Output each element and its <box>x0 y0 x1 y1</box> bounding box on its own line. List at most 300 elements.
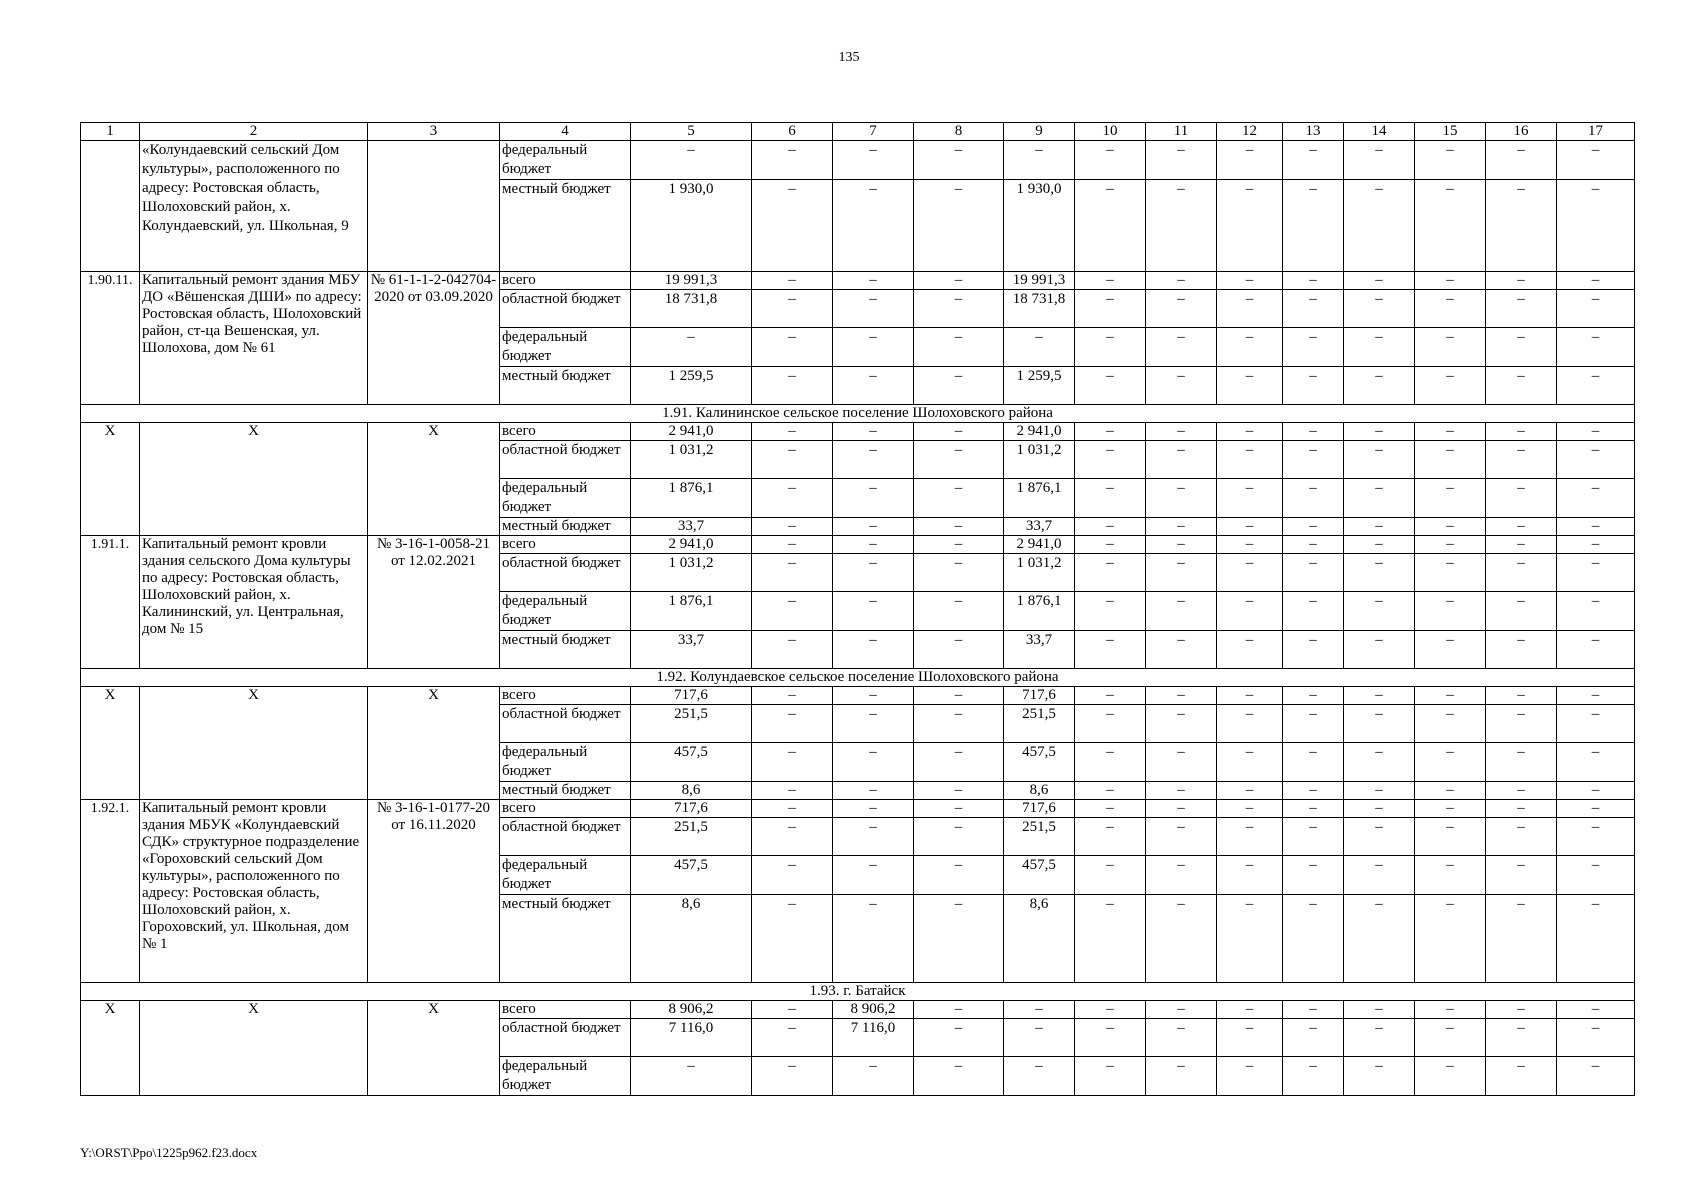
value-cell: – <box>1486 367 1557 405</box>
value-cell: 8 906,2 <box>631 1001 752 1019</box>
value-cell: – <box>752 328 833 367</box>
object-name-cell: Капитальный ремонт кровли здания МБУК «Колундаевский СДК» структурное подразделение «Гороховский сельский Дом культуры», расположенного по адресу: Ростовская область, Шолоховский район, х. Гороховский, ул. Школьная, дом № 1 <box>140 800 368 983</box>
funding-source-cell: местный бюджет <box>500 518 631 536</box>
value-cell: – <box>833 818 914 856</box>
value-cell: – <box>752 518 833 536</box>
value-cell: – <box>1217 290 1283 328</box>
value-cell: – <box>1486 1019 1557 1057</box>
value-cell: 717,6 <box>1004 687 1075 705</box>
value-cell: 18 731,8 <box>631 290 752 328</box>
value-cell: – <box>1146 180 1217 272</box>
value-cell: 1 876,1 <box>1004 592 1075 631</box>
value-cell: – <box>833 782 914 800</box>
value-cell: – <box>1486 141 1557 180</box>
funding-source-cell: федеральный бюджет <box>500 856 631 895</box>
section-row <box>81 983 1635 1001</box>
value-cell: – <box>1283 536 1344 554</box>
value-cell: 251,5 <box>631 818 752 856</box>
value-cell: 8 906,2 <box>833 1001 914 1019</box>
value-cell: 1 031,2 <box>631 441 752 479</box>
funding-source-cell: всего <box>500 423 631 441</box>
value-cell: – <box>1217 631 1283 669</box>
value-cell: – <box>1146 423 1217 441</box>
value-cell: – <box>1217 518 1283 536</box>
value-cell: – <box>631 1057 752 1096</box>
value-cell: – <box>1557 800 1635 818</box>
value-cell: – <box>1283 800 1344 818</box>
value-cell: – <box>1075 141 1146 180</box>
value-cell: – <box>1146 479 1217 518</box>
value-cell: – <box>1415 705 1486 743</box>
value-cell: – <box>1486 743 1557 782</box>
value-cell: – <box>1486 800 1557 818</box>
value-cell: – <box>1344 1019 1415 1057</box>
value-cell: – <box>1146 592 1217 631</box>
value-cell: – <box>1557 592 1635 631</box>
col-header: 12 <box>1217 123 1283 141</box>
value-cell: – <box>914 1019 1004 1057</box>
value-cell: 251,5 <box>631 705 752 743</box>
col-header: 16 <box>1486 123 1557 141</box>
value-cell: – <box>1415 631 1486 669</box>
value-cell: – <box>1415 441 1486 479</box>
value-cell: – <box>1557 705 1635 743</box>
value-cell: – <box>1344 895 1415 983</box>
value-cell: – <box>1557 272 1635 290</box>
value-cell: – <box>1557 180 1635 272</box>
value-cell: – <box>1415 856 1486 895</box>
value-cell: – <box>1283 328 1344 367</box>
funding-source-cell: местный бюджет <box>500 895 631 983</box>
value-cell: – <box>1146 705 1217 743</box>
value-cell: – <box>1486 631 1557 669</box>
value-cell: – <box>1344 441 1415 479</box>
value-cell: – <box>1486 1057 1557 1096</box>
value-cell: – <box>1217 743 1283 782</box>
funding-source-cell: местный бюджет <box>500 782 631 800</box>
value-cell: – <box>1557 367 1635 405</box>
value-cell: – <box>1146 687 1217 705</box>
value-cell: – <box>1415 367 1486 405</box>
value-cell: – <box>1415 180 1486 272</box>
value-cell: – <box>1075 631 1146 669</box>
col-header: 15 <box>1415 123 1486 141</box>
col-header: 2 <box>140 123 368 141</box>
x-mark-cell: X <box>81 423 140 536</box>
value-cell: – <box>1283 1057 1344 1096</box>
value-cell: – <box>914 856 1004 895</box>
value-cell: – <box>752 800 833 818</box>
value-cell: – <box>1344 479 1415 518</box>
value-cell: – <box>1344 518 1415 536</box>
value-cell: – <box>1344 592 1415 631</box>
object-name-cell: Капитальный ремонт здания МБУ ДО «Вёшенская ДШИ» по адресу: Ростовская область, Шолоховский район, ст-ца Вешенская, ул. Шолохова, дом № 61 <box>140 272 368 405</box>
value-cell: – <box>1217 1019 1283 1057</box>
col-header: 13 <box>1283 123 1344 141</box>
value-cell: – <box>752 782 833 800</box>
financing-table <box>80 122 1635 1096</box>
col-header: 10 <box>1075 123 1146 141</box>
value-cell: – <box>1415 141 1486 180</box>
value-cell: – <box>1415 818 1486 856</box>
value-cell: – <box>1146 441 1217 479</box>
value-cell: – <box>1146 800 1217 818</box>
table-row <box>81 423 1635 441</box>
value-cell: 1 876,1 <box>1004 479 1075 518</box>
value-cell: 33,7 <box>1004 518 1075 536</box>
value-cell: – <box>1486 705 1557 743</box>
value-cell: – <box>1217 328 1283 367</box>
value-cell: – <box>1344 631 1415 669</box>
value-cell: 1 031,2 <box>631 554 752 592</box>
value-cell: – <box>1415 479 1486 518</box>
item-code-cell <box>81 141 140 272</box>
value-cell: – <box>1344 1057 1415 1096</box>
col-header: 5 <box>631 123 752 141</box>
value-cell: – <box>1146 631 1217 669</box>
value-cell: – <box>752 141 833 180</box>
value-cell: – <box>1486 856 1557 895</box>
value-cell: – <box>1415 272 1486 290</box>
item-code-cell: 1.91.1. <box>81 536 140 669</box>
value-cell: – <box>1217 180 1283 272</box>
table-row <box>81 800 1635 818</box>
value-cell: – <box>1557 1019 1635 1057</box>
value-cell: – <box>833 554 914 592</box>
value-cell: – <box>1146 290 1217 328</box>
value-cell: 1 031,2 <box>1004 554 1075 592</box>
value-cell: – <box>833 328 914 367</box>
value-cell: – <box>1075 290 1146 328</box>
value-cell: – <box>1146 536 1217 554</box>
value-cell: – <box>1486 895 1557 983</box>
document-cell: № 3-16-1-0177-20 от 16.11.2020 <box>368 800 500 983</box>
value-cell: – <box>914 554 1004 592</box>
value-cell: – <box>914 687 1004 705</box>
object-name-cell: «Колундаевский сельский Дом культуры», расположенного по адресу: Ростовская область, Шолоховский район, х. Колундаевский, ул. Школьная, 9 <box>140 141 368 272</box>
value-cell: – <box>1146 1019 1217 1057</box>
value-cell: – <box>1486 536 1557 554</box>
value-cell: – <box>1415 290 1486 328</box>
value-cell: – <box>1557 1001 1635 1019</box>
value-cell: – <box>752 441 833 479</box>
section-row <box>81 405 1635 423</box>
value-cell: – <box>1075 536 1146 554</box>
value-cell: – <box>1004 328 1075 367</box>
value-cell: – <box>1557 631 1635 669</box>
x-mark-cell: X <box>140 423 368 536</box>
value-cell: – <box>1146 1001 1217 1019</box>
value-cell: – <box>1217 592 1283 631</box>
value-cell: – <box>752 554 833 592</box>
value-cell: – <box>1146 141 1217 180</box>
value-cell: – <box>833 856 914 895</box>
col-header: 6 <box>752 123 833 141</box>
value-cell: – <box>914 290 1004 328</box>
value-cell: 1 876,1 <box>631 479 752 518</box>
value-cell: – <box>1075 705 1146 743</box>
value-cell: – <box>1557 818 1635 856</box>
value-cell: – <box>1283 180 1344 272</box>
value-cell: – <box>1344 856 1415 895</box>
value-cell: – <box>914 479 1004 518</box>
value-cell: – <box>1004 141 1075 180</box>
value-cell: – <box>1217 1001 1283 1019</box>
value-cell: – <box>914 631 1004 669</box>
col-header: 7 <box>833 123 914 141</box>
funding-source-cell: местный бюджет <box>500 631 631 669</box>
value-cell: – <box>1344 818 1415 856</box>
value-cell: – <box>1217 856 1283 895</box>
value-cell: – <box>1283 272 1344 290</box>
col-header: 17 <box>1557 123 1635 141</box>
col-header: 11 <box>1146 123 1217 141</box>
col-header: 4 <box>500 123 631 141</box>
value-cell: – <box>833 631 914 669</box>
value-cell: 457,5 <box>1004 856 1075 895</box>
value-cell: – <box>1146 895 1217 983</box>
value-cell: – <box>914 423 1004 441</box>
section-title: 1.91. Калининское сельское поселение Шолоховского района <box>81 405 1635 423</box>
value-cell: – <box>1344 423 1415 441</box>
value-cell: – <box>1075 687 1146 705</box>
value-cell: – <box>833 1057 914 1096</box>
value-cell: – <box>1283 479 1344 518</box>
value-cell: – <box>833 895 914 983</box>
value-cell: – <box>1486 423 1557 441</box>
value-cell: – <box>752 180 833 272</box>
value-cell: – <box>1217 554 1283 592</box>
value-cell: – <box>1004 1057 1075 1096</box>
value-cell: – <box>914 1057 1004 1096</box>
value-cell: – <box>1344 272 1415 290</box>
value-cell: – <box>1557 479 1635 518</box>
table-row <box>81 141 1635 180</box>
value-cell: 7 116,0 <box>833 1019 914 1057</box>
value-cell: – <box>1075 479 1146 518</box>
x-mark-cell: X <box>81 1001 140 1096</box>
value-cell: – <box>752 290 833 328</box>
value-cell: – <box>1557 423 1635 441</box>
value-cell: – <box>1146 272 1217 290</box>
value-cell: 717,6 <box>631 800 752 818</box>
value-cell: – <box>1075 328 1146 367</box>
value-cell: – <box>752 895 833 983</box>
value-cell: – <box>1075 1001 1146 1019</box>
value-cell: – <box>914 328 1004 367</box>
section-title: 1.93. г. Батайск <box>81 983 1635 1001</box>
value-cell: – <box>1415 895 1486 983</box>
item-code-cell: 1.90.11. <box>81 272 140 405</box>
value-cell: 33,7 <box>631 631 752 669</box>
value-cell: – <box>1283 592 1344 631</box>
funding-source-cell: федеральный бюджет <box>500 328 631 367</box>
value-cell: – <box>752 367 833 405</box>
value-cell: – <box>1075 441 1146 479</box>
value-cell: – <box>1557 856 1635 895</box>
funding-source-cell: федеральный бюджет <box>500 743 631 782</box>
value-cell: – <box>752 592 833 631</box>
header-row <box>81 123 1635 141</box>
value-cell: – <box>914 536 1004 554</box>
value-cell: – <box>1557 554 1635 592</box>
value-cell: 8,6 <box>1004 782 1075 800</box>
value-cell: – <box>1283 554 1344 592</box>
value-cell: – <box>1075 800 1146 818</box>
value-cell: – <box>1486 328 1557 367</box>
funding-source-cell: областной бюджет <box>500 1019 631 1057</box>
x-mark-cell: X <box>368 1001 500 1096</box>
value-cell: 2 941,0 <box>631 423 752 441</box>
value-cell: – <box>833 536 914 554</box>
item-code-cell: 1.92.1. <box>81 800 140 983</box>
value-cell: – <box>1344 536 1415 554</box>
funding-source-cell: местный бюджет <box>500 180 631 272</box>
value-cell: – <box>1283 290 1344 328</box>
value-cell: – <box>1415 1001 1486 1019</box>
value-cell: – <box>1004 1001 1075 1019</box>
value-cell: – <box>1283 518 1344 536</box>
funding-source-cell: федеральный бюджет <box>500 479 631 518</box>
value-cell: – <box>1557 441 1635 479</box>
value-cell: – <box>833 180 914 272</box>
value-cell: – <box>1075 180 1146 272</box>
value-cell: – <box>1557 895 1635 983</box>
value-cell: – <box>1075 895 1146 983</box>
value-cell: – <box>752 536 833 554</box>
value-cell: – <box>1344 367 1415 405</box>
value-cell: 8,6 <box>1004 895 1075 983</box>
value-cell: 2 941,0 <box>1004 423 1075 441</box>
value-cell: – <box>1283 1001 1344 1019</box>
value-cell: 717,6 <box>631 687 752 705</box>
value-cell: – <box>1344 1001 1415 1019</box>
value-cell: – <box>1415 536 1486 554</box>
value-cell: – <box>1146 818 1217 856</box>
value-cell: – <box>1217 800 1283 818</box>
value-cell: 1 031,2 <box>1004 441 1075 479</box>
value-cell: – <box>914 518 1004 536</box>
value-cell: 19 991,3 <box>1004 272 1075 290</box>
col-header: 8 <box>914 123 1004 141</box>
value-cell: – <box>752 687 833 705</box>
document-cell <box>368 141 500 272</box>
value-cell: – <box>1344 687 1415 705</box>
value-cell: – <box>1415 592 1486 631</box>
value-cell: – <box>1415 518 1486 536</box>
value-cell: – <box>833 800 914 818</box>
value-cell: – <box>1217 687 1283 705</box>
funding-source-cell: областной бюджет <box>500 818 631 856</box>
table-row <box>81 687 1635 705</box>
value-cell: – <box>1486 782 1557 800</box>
value-cell: – <box>1217 536 1283 554</box>
value-cell: – <box>1075 518 1146 536</box>
value-cell: 2 941,0 <box>631 536 752 554</box>
value-cell: 33,7 <box>631 518 752 536</box>
value-cell: – <box>1415 1057 1486 1096</box>
value-cell: – <box>1486 592 1557 631</box>
value-cell: – <box>1217 705 1283 743</box>
funding-source-cell: областной бюджет <box>500 554 631 592</box>
value-cell: 717,6 <box>1004 800 1075 818</box>
value-cell: – <box>914 1001 1004 1019</box>
x-mark-cell: X <box>81 687 140 800</box>
value-cell: – <box>752 631 833 669</box>
value-cell: – <box>914 782 1004 800</box>
value-cell: – <box>1486 518 1557 536</box>
value-cell: – <box>1344 554 1415 592</box>
funding-source-cell: всего <box>500 272 631 290</box>
value-cell: – <box>752 1001 833 1019</box>
value-cell: – <box>752 743 833 782</box>
value-cell: – <box>1283 687 1344 705</box>
col-header: 9 <box>1004 123 1075 141</box>
value-cell: – <box>1486 687 1557 705</box>
value-cell: 251,5 <box>1004 818 1075 856</box>
funding-source-cell: федеральный бюджет <box>500 592 631 631</box>
value-cell: – <box>833 743 914 782</box>
value-cell: – <box>1486 180 1557 272</box>
document-cell: № 61-1-1-2-042704-2020 от 03.09.2020 <box>368 272 500 405</box>
value-cell: – <box>1075 818 1146 856</box>
value-cell: – <box>1557 536 1635 554</box>
funding-source-cell: всего <box>500 687 631 705</box>
x-mark-cell: X <box>368 687 500 800</box>
value-cell: 1 876,1 <box>631 592 752 631</box>
funding-source-cell: всего <box>500 800 631 818</box>
value-cell: 1 259,5 <box>631 367 752 405</box>
file-path-footer: Y:\ORST\Ppo\1225p962.f23.docx <box>80 1145 258 1160</box>
value-cell: – <box>1146 367 1217 405</box>
value-cell: – <box>1217 141 1283 180</box>
table-row <box>81 1001 1635 1019</box>
value-cell: – <box>631 328 752 367</box>
document-cell: № 3-16-1-0058-21 от 12.02.2021 <box>368 536 500 669</box>
value-cell: – <box>1217 272 1283 290</box>
x-mark-cell: X <box>140 1001 368 1096</box>
value-cell: – <box>1075 272 1146 290</box>
value-cell: – <box>752 818 833 856</box>
value-cell: – <box>1344 328 1415 367</box>
value-cell: – <box>833 367 914 405</box>
value-cell: – <box>914 441 1004 479</box>
value-cell: – <box>1283 782 1344 800</box>
col-header: 1 <box>81 123 140 141</box>
value-cell: – <box>1217 895 1283 983</box>
value-cell: – <box>631 141 752 180</box>
value-cell: 33,7 <box>1004 631 1075 669</box>
value-cell: 1 930,0 <box>631 180 752 272</box>
value-cell: – <box>1146 518 1217 536</box>
value-cell: – <box>914 895 1004 983</box>
funding-source-cell: областной бюджет <box>500 290 631 328</box>
value-cell: – <box>1415 328 1486 367</box>
value-cell: – <box>1486 818 1557 856</box>
value-cell: – <box>914 743 1004 782</box>
value-cell: – <box>1486 1001 1557 1019</box>
col-header: 3 <box>368 123 500 141</box>
funding-source-cell: областной бюджет <box>500 705 631 743</box>
value-cell: – <box>1217 441 1283 479</box>
value-cell: – <box>1283 367 1344 405</box>
value-cell: – <box>1557 328 1635 367</box>
value-cell: – <box>1557 141 1635 180</box>
value-cell: – <box>1344 180 1415 272</box>
value-cell: – <box>1415 687 1486 705</box>
value-cell: – <box>1486 554 1557 592</box>
value-cell: – <box>1283 441 1344 479</box>
